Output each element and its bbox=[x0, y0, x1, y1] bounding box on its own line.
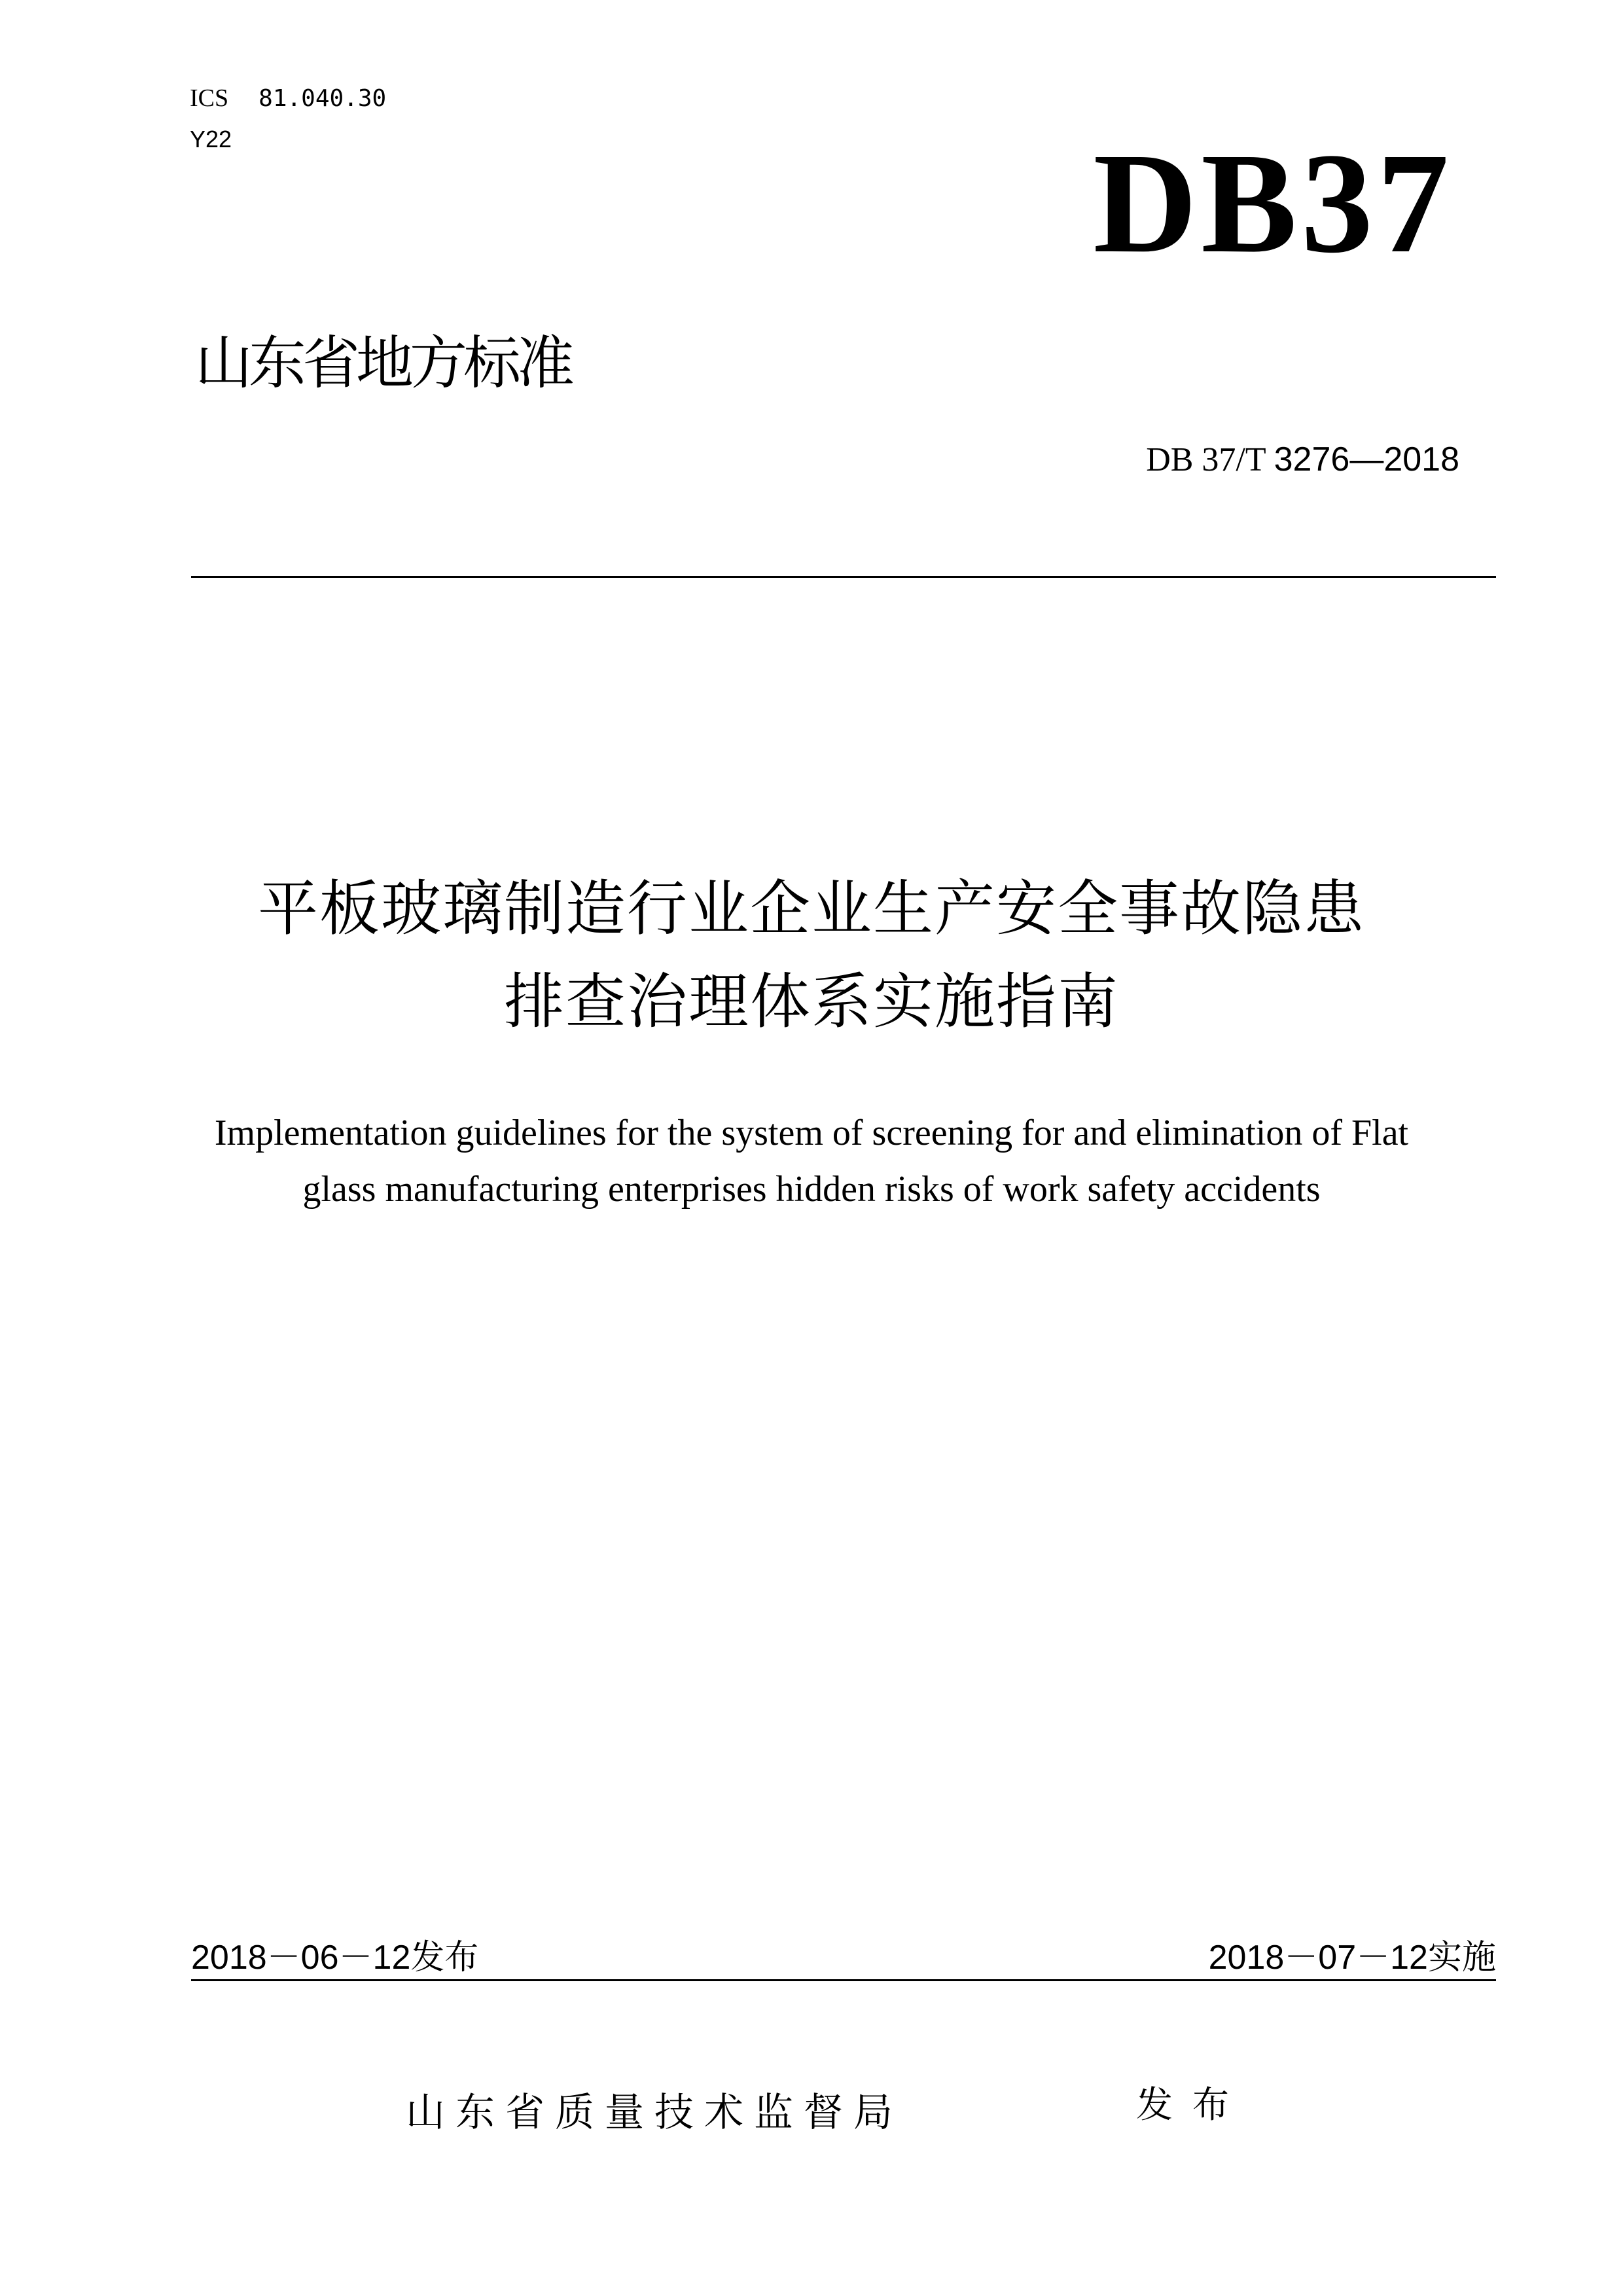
title-english-line-2: glass manufacturing enterprises hidden risks of work safety accidents bbox=[302, 1169, 1321, 1210]
implementation-date-value: 2018－07－12 bbox=[1208, 1939, 1428, 1977]
issue-date bbox=[191, 1929, 478, 1979]
class-code: Y22 bbox=[190, 126, 232, 152]
ics-label: ICS bbox=[190, 84, 229, 112]
standard-number-value: 3276—2018 bbox=[1274, 440, 1459, 478]
title-english-line-1: Implementation guidelines for the system of screening for and elimination of Flat bbox=[214, 1113, 1409, 1153]
ics-classification bbox=[190, 84, 386, 113]
title-chinese bbox=[0, 863, 1623, 1049]
ics-code: 81.040.30 bbox=[259, 85, 387, 112]
implementation-date-label: 实施 bbox=[1427, 1938, 1496, 1977]
top-divider bbox=[191, 576, 1496, 578]
implementation-date bbox=[1209, 1929, 1496, 1979]
title-english bbox=[0, 1105, 1623, 1217]
issue-date-value: 2018－06－12 bbox=[191, 1939, 411, 1977]
standard-prefix: DB 37/T bbox=[1146, 441, 1266, 478]
title-chinese-line-1: 平板玻璃制造行业企业生产安全事故隐患 bbox=[257, 874, 1365, 944]
issuing-action: 发布 bbox=[1136, 2084, 1249, 2126]
standard-number bbox=[1146, 440, 1459, 479]
bottom-divider bbox=[191, 1979, 1496, 1981]
standard-category: 山东省地方标准 bbox=[195, 329, 571, 397]
issuing-authority: 山东省质量技术监督局 bbox=[406, 2090, 903, 2136]
issue-date-label: 发布 bbox=[410, 1938, 479, 1977]
db-badge: DB37 bbox=[1093, 123, 1453, 283]
title-chinese-line-2: 排查治理体系实施指南 bbox=[503, 967, 1119, 1037]
